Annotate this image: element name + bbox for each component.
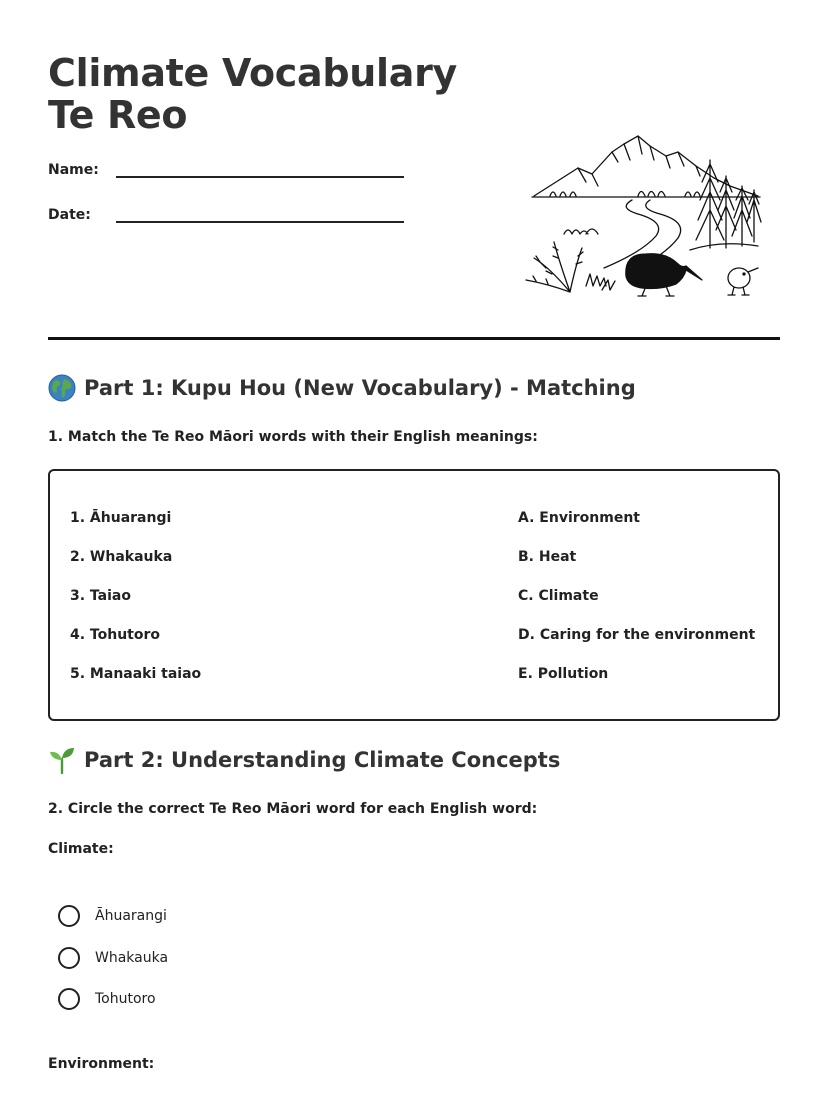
matching-box <box>48 469 780 721</box>
match-word: 1. Āhuarangi <box>70 510 172 526</box>
landscape-kiwi-illustration <box>520 130 770 302</box>
option-label: Āhuarangi <box>95 908 167 924</box>
match-word: 5. Manaaki taiao <box>70 666 202 682</box>
name-label: Name: <box>48 162 99 178</box>
te-reo-word-list <box>70 509 201 704</box>
part2-heading-text: Part 2: Understanding Climate Concepts <box>84 748 561 772</box>
option-tohutoro[interactable] <box>58 988 156 1010</box>
name-input-line[interactable] <box>116 160 404 178</box>
part1-instruction: 1. Match the Te Reo Māori words with their English meanings: <box>48 429 538 445</box>
section-divider <box>48 337 780 340</box>
radio-circle[interactable] <box>58 988 80 1010</box>
date-input-line[interactable] <box>116 205 404 223</box>
question-environment-label: Environment: <box>48 1056 155 1072</box>
date-field <box>48 205 404 223</box>
match-meaning: B. Heat <box>518 549 577 565</box>
option-ahuarangi[interactable] <box>58 905 167 927</box>
question-climate-label: Climate: <box>48 841 114 857</box>
match-meaning: A. Environment <box>518 510 640 526</box>
page-title: Climate Vocabulary Te Reo <box>48 51 457 137</box>
part2-instruction: 2. Circle the correct Te Reo Māori word for each English word: <box>48 801 538 817</box>
option-whakauka[interactable] <box>58 947 168 969</box>
option-label: Whakauka <box>95 950 169 966</box>
seedling-icon <box>48 746 76 774</box>
date-label: Date: <box>48 207 91 223</box>
match-meaning: D. Caring for the environment <box>518 627 756 643</box>
part1-heading <box>48 374 636 402</box>
option-label: Tohutoro <box>95 991 156 1007</box>
match-meaning: E. Pollution <box>518 666 609 682</box>
english-meaning-list <box>518 509 755 704</box>
radio-circle[interactable] <box>58 905 80 927</box>
part2-heading <box>48 746 560 774</box>
part1-heading-text: Part 1: Kupu Hou (New Vocabulary) - Matching <box>84 376 636 400</box>
radio-circle[interactable] <box>58 947 80 969</box>
match-meaning: C. Climate <box>518 588 599 604</box>
match-word: 3. Taiao <box>70 588 131 604</box>
name-field <box>48 160 404 178</box>
match-word: 2. Whakauka <box>70 549 173 565</box>
globe-icon <box>48 374 76 402</box>
match-word: 4. Tohutoro <box>70 627 161 643</box>
